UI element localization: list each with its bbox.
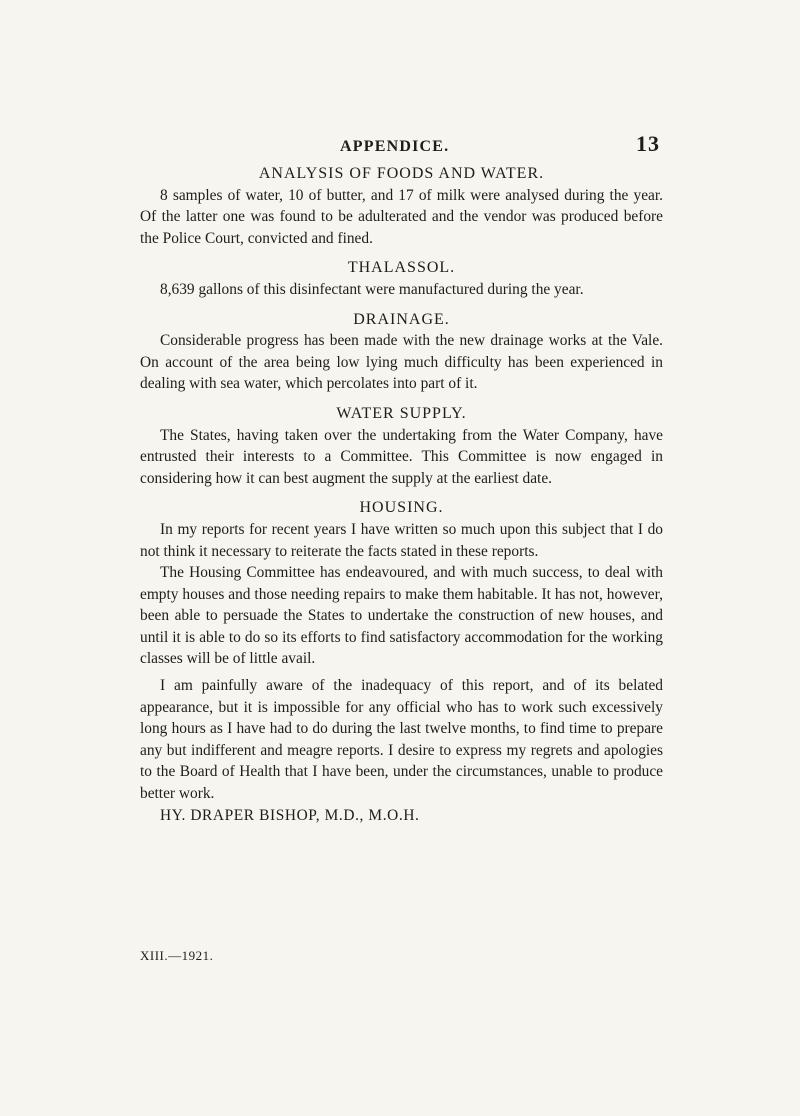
paragraph-drainage: Considerable progress has been made with the new drainage works at the Vale. On account of the area being low lying much difficulty has been experienced in dealing with sea water, which percolates into part of it. (140, 332, 663, 393)
paragraph-water-supply: The States, having taken over the undertaking from the Water Company, have entrusted their interests to a Committee. This Committee is now engaged in considering how it can best augment the supply at the earliest date. (140, 426, 663, 487)
footer-code: XIII.—1921. (140, 948, 214, 963)
section-heading-thalassol: THALASSOL. (347, 259, 456, 277)
section-heading-housing: HOUSING. (359, 499, 444, 517)
paragraph-housing-3: I am painfully aware of the inadequacy of this report, and of its belated appearance, but it is impossible for any official who has to work such excessively long hours as I have had to do during the last twelve months, to find time to prepare any but indifferent and meagre reports. I desire to express my regrets and apologies to the Board of Health that I have been, under the circumstances, unable to produce better work. (140, 677, 663, 803)
signature: HY. DRAPER BISHOP, M.D., M.O.H. (160, 806, 420, 824)
section-heading-analysis: ANALYSIS OF FOODS AND WATER. (258, 165, 545, 182)
section-heading-drainage: DRAINAGE. (353, 310, 450, 328)
paragraph-housing-2: The Housing Committee has endeavoured, and with much success, to deal with empty houses and those needing repairs to make them habitable. It has not, however, been able to persuade the States to undertake the construction of new houses, and until it is able to do so its efforts to find satisfactory accommodation for the working classes will be of little avail. (140, 564, 663, 668)
paragraph-thalassol: 8,639 gallons of this disinfectant were manufactured during the year. (160, 280, 584, 298)
running-title: APPENDICE. (340, 138, 450, 155)
paragraph-housing-1: In my reports for recent years I have written so much upon this subject that I do not think it necessary to reiterate the facts stated in these reports. (140, 520, 663, 560)
document-body (140, 163, 663, 826)
page-number: 13 (636, 131, 660, 156)
section-heading-water-supply: WATER SUPPLY. (336, 404, 467, 422)
paragraph-analysis: 8 samples of water, 10 of butter, and 17 of milk were analysed during the year. Of the latter one was found to be adulterated and the vendor was produced before the Police Court, convicted and fined. (140, 186, 663, 247)
running-header (340, 131, 660, 157)
